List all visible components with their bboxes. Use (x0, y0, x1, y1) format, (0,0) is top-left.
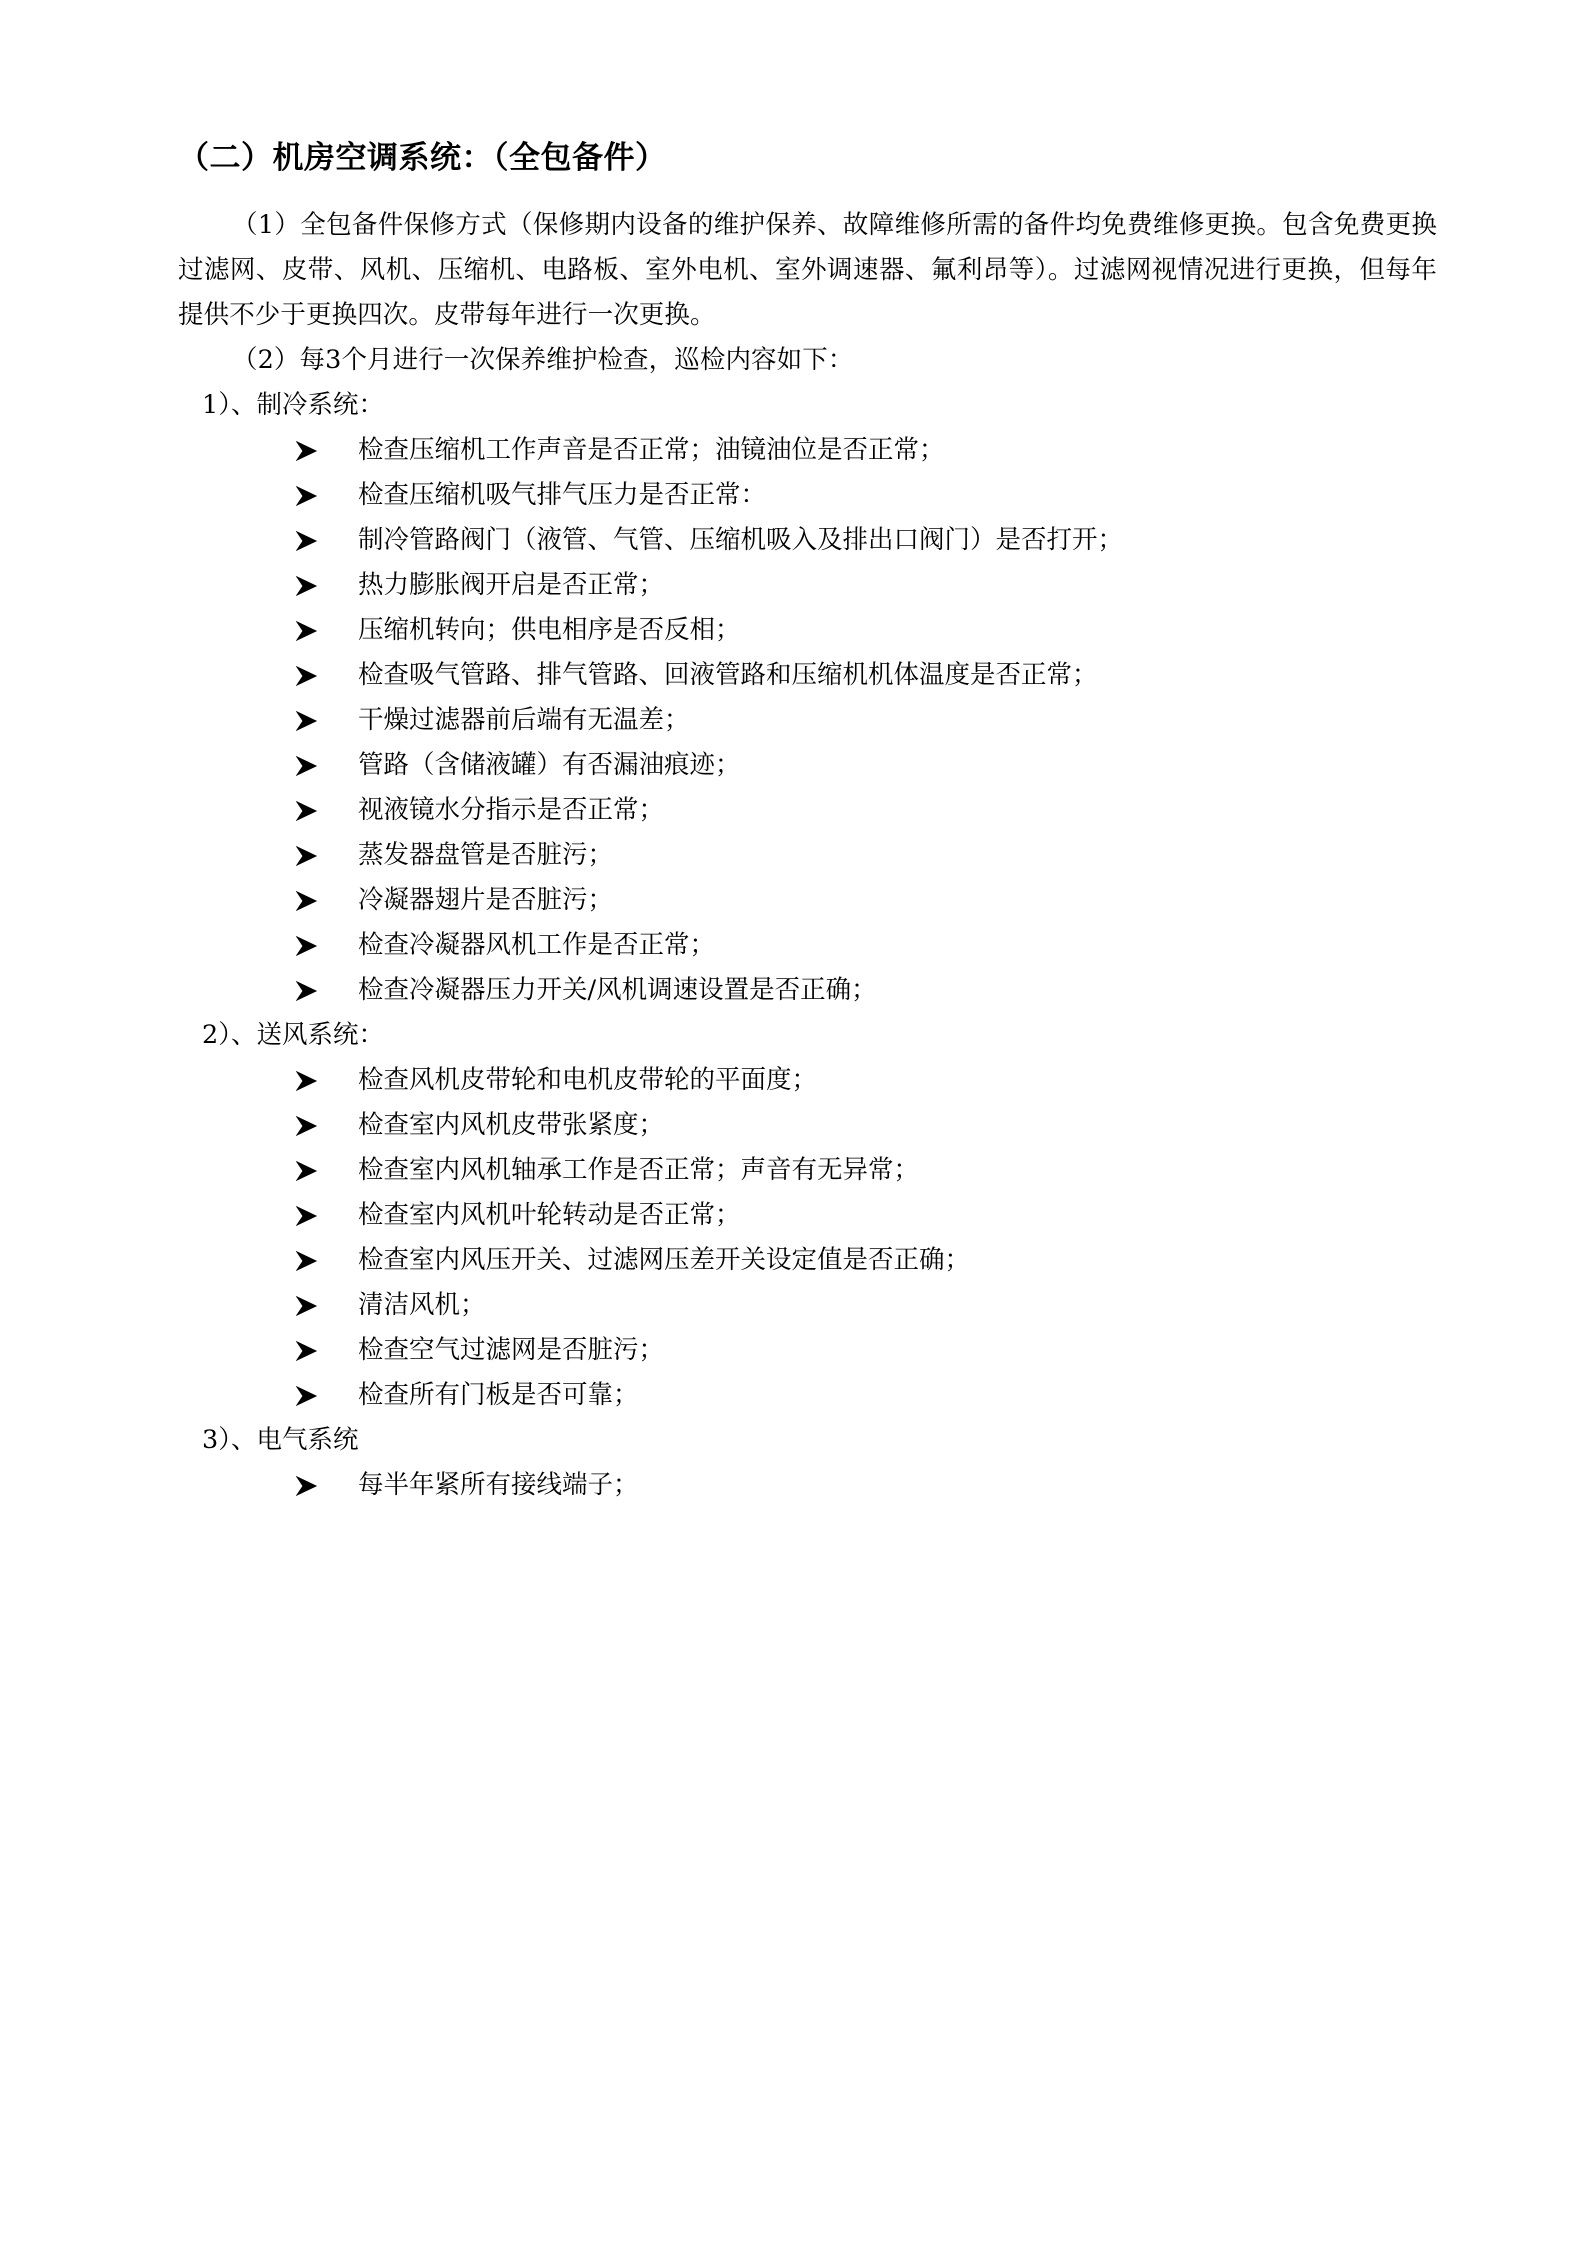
section-air-supply-system (178, 1013, 1437, 1418)
arrowhead-bullet-icon (296, 1058, 358, 1091)
section-heading-electrical-system: 3）、电气系统 (202, 1425, 359, 1456)
list-item (178, 1193, 1437, 1238)
list-item-text: 检查风机皮带轮和电机皮带轮的平面度； (358, 1065, 818, 1096)
list-item (178, 428, 1437, 473)
arrowhead-bullet-icon (296, 833, 358, 866)
paragraph-warranty-clause: （1）全包备件保修方式（保修期内设备的维护保养、故障维修所需的备件均免费维修更换。包含免费更换过滤网、皮带、风机、压缩机、电路板、室外电机、室外调速器、氟利昂等）。过滤网视情况进行更换，但每年提供不少于更换四次。皮带每年进行一次更换。 (178, 210, 1437, 331)
list-item-text: 清洁风机； (358, 1290, 486, 1321)
list-item-text: 检查所有门板是否可靠； (358, 1380, 639, 1411)
section-heading-refrigeration-system: 1）、制冷系统： (202, 390, 384, 421)
list-item (178, 473, 1437, 518)
bullet-list-air-supply-system (178, 1058, 1437, 1418)
list-item-text: 检查压缩机吸气排气压力是否正常： (358, 480, 767, 511)
list-item-text: 检查压缩机工作声音是否正常；油镜油位是否正常； (358, 435, 945, 466)
bullet-list-electrical-system (178, 1463, 1437, 1508)
list-item (178, 1283, 1437, 1328)
list-item-text: 检查冷凝器风机工作是否正常； (358, 930, 716, 961)
arrowhead-bullet-icon (296, 1373, 358, 1406)
arrowhead-bullet-icon (296, 1148, 358, 1181)
section-heading-air-supply-system: 2）、送风系统： (202, 1020, 384, 1051)
bullet-list-refrigeration-system (178, 428, 1437, 1013)
arrowhead-bullet-icon (296, 1238, 358, 1271)
arrowhead-bullet-icon (296, 1463, 358, 1496)
arrowhead-bullet-icon (296, 878, 358, 911)
list-item-text: 视液镜水分指示是否正常； (358, 795, 665, 826)
arrowhead-bullet-icon (296, 1103, 358, 1136)
list-item (178, 698, 1437, 743)
list-item (178, 743, 1437, 788)
list-item-text: 检查室内风机轴承工作是否正常；声音有无异常； (358, 1155, 920, 1186)
list-item (178, 923, 1437, 968)
list-item (178, 653, 1437, 698)
arrowhead-bullet-icon (296, 698, 358, 731)
list-item (178, 1373, 1437, 1418)
list-item (178, 878, 1437, 923)
section-refrigeration-system (178, 383, 1437, 1013)
list-item (178, 518, 1437, 563)
list-item-text: 冷凝器翅片是否脏污； (358, 885, 614, 916)
list-item (178, 1328, 1437, 1373)
list-item-text: 压缩机转向；供电相序是否反相； (358, 615, 741, 646)
list-item (178, 1238, 1437, 1283)
list-item-text: 蒸发器盘管是否脏污； (358, 840, 614, 871)
list-item (178, 833, 1437, 878)
page-title: （二）机房空调系统：（全包备件） (178, 140, 667, 176)
list-item (178, 968, 1437, 1013)
list-item-text: 制冷管路阀门（液管、气管、压缩机吸入及排出口阀门）是否打开； (358, 525, 1124, 556)
list-item (178, 788, 1437, 833)
arrowhead-bullet-icon (296, 788, 358, 821)
paragraph-inspection-clause: （2）每3个月进行一次保养维护检查，巡检内容如下： (232, 345, 854, 376)
list-item-text: 检查空气过滤网是否脏污； (358, 1335, 665, 1366)
list-item-text: 检查室内风机皮带张紧度； (358, 1110, 665, 1141)
arrowhead-bullet-icon (296, 653, 358, 686)
arrowhead-bullet-icon (296, 473, 358, 506)
section-electrical-system (178, 1418, 1437, 1508)
arrowhead-bullet-icon (296, 1193, 358, 1226)
arrowhead-bullet-icon (296, 1283, 358, 1316)
list-item-text: 每半年紧所有接线端子； (358, 1470, 639, 1501)
list-item-text: 热力膨胀阀开启是否正常； (358, 570, 665, 601)
arrowhead-bullet-icon (296, 1328, 358, 1361)
list-item (178, 1103, 1437, 1148)
arrowhead-bullet-icon (296, 608, 358, 641)
list-item (178, 608, 1437, 653)
arrowhead-bullet-icon (296, 968, 358, 1001)
list-item-text: 管路（含储液罐）有否漏油痕迹； (358, 750, 741, 781)
arrowhead-bullet-icon (296, 743, 358, 776)
list-item-text: 干燥过滤器前后端有无温差； (358, 705, 690, 736)
list-item-text: 检查室内风机叶轮转动是否正常； (358, 1200, 741, 1231)
list-item-text: 检查吸气管路、排气管路、回液管路和压缩机机体温度是否正常； (358, 660, 1098, 691)
arrowhead-bullet-icon (296, 428, 358, 461)
arrowhead-bullet-icon (296, 563, 358, 596)
list-item (178, 563, 1437, 608)
list-item-text: 检查室内风压开关、过滤网压差开关设定值是否正确； (358, 1245, 971, 1276)
list-item-text: 检查冷凝器压力开关/风机调速设置是否正确； (358, 975, 877, 1006)
arrowhead-bullet-icon (296, 518, 358, 551)
arrowhead-bullet-icon (296, 923, 358, 956)
list-item (178, 1058, 1437, 1103)
list-item (178, 1148, 1437, 1193)
list-item (178, 1463, 1437, 1508)
